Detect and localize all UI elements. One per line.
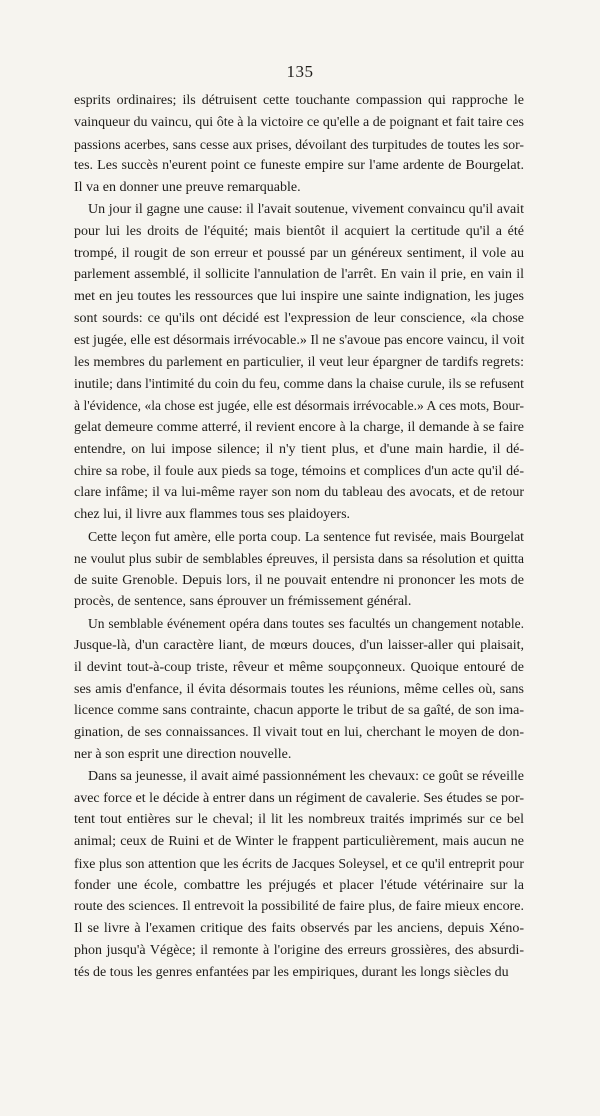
text-line: gelat demeure comme atterré, il revient encore à la charge, il demande à se faire	[74, 419, 524, 435]
text-line: parlement assemblé, il sollicite l'annulation de l'arrêt. En vain il prie, en vain il	[74, 267, 524, 283]
text-line: route des sciences. Il entrevoit la possibilité de faire plus, de faire mieux encore.	[74, 899, 524, 915]
text-line: à l'évidence, «la chose est jugée, elle est désormais irrévocable.» A ces mots, Bour-	[74, 398, 524, 414]
text-line: licence comme sans contrainte, chacun apporte le tribut de sa gaîté, de son ima-	[74, 703, 524, 719]
text-line: fonder une école, combattre les préjugés et placer l'étude vétérinaire sur la	[74, 877, 524, 893]
text-line: passions acerbes, sans cesse aux prises, dévoilant des turpitudes de toutes les sor-	[74, 136, 524, 152]
text-line: gination, de ses connaissances. Il vivait tout en lui, cherchant le moyen de don-	[74, 725, 524, 741]
text-line: chire sa robe, il foule aux pieds sa toge, témoins et complices d'un acte qu'il dé-	[74, 463, 524, 479]
body-text	[74, 90, 524, 984]
text-line: procès, de sentence, sans éprouver un frémissement général.	[74, 594, 412, 610]
text-line: trompé, il rougit de son erreur et poussé par un généreux sentiment, il vole au	[74, 245, 524, 261]
text-line: tent tout entières sur le cheval; il lit les nombreux traités imprimés sur ce bel	[74, 812, 524, 828]
text-line: vainqueur du vaincu, qui ôte à la victoire ce qu'elle a de poignant et fait taire ces	[74, 114, 524, 130]
text-line: Il va en donner une preuve remarquable.	[74, 180, 301, 196]
text-line: inutile; dans l'intimité du coin du feu, comme dans la chaise curule, ils se refusent	[74, 376, 524, 392]
text-line: est jugée, elle est désormais irrévocable.» Il ne s'avoue pas encore vaincu, il voit	[74, 332, 525, 348]
text-line: met en jeu toutes les ressources que lui inspire une sainte indignation, les juges	[74, 289, 524, 305]
text-line: sont sourds: ce qu'ils ont décidé est l'expression de leur conscience, «la chose	[74, 310, 524, 326]
text-line: pour lui les droits de l'équité; mais bientôt il acquiert la certitude qu'il a été	[74, 223, 524, 239]
text-line: tes. Les succès n'eurent point ce funeste empire sur l'ame ardente de Bourgelat.	[74, 158, 524, 174]
text-line: chez lui, il livre aux flammes tous ses plaidoyers.	[74, 507, 351, 523]
text-line: animal; ceux de Ruini et de Winter le frappent particulièrement, mais aucun ne	[74, 834, 524, 850]
page-number: 135	[286, 62, 314, 81]
text-line: ner à son esprit une direction nouvelle.	[74, 746, 292, 762]
paragraph	[74, 613, 524, 766]
text-line: entendre, on lui impose silence; il n'y tient plus, et d'une main hardie, il dé-	[74, 441, 524, 457]
text-line: avec force et le décide à entrer dans un régiment de cavalerie. Ses études se por-	[74, 790, 524, 806]
text-line: ses amis d'enfance, il évita désormais toutes les réunions, même celles où, sans	[74, 681, 524, 697]
text-line: il devint tout-à-coup triste, rêveur et même soupçonneux. Quoique entouré de	[74, 659, 524, 675]
text-line: Cette leçon fut amère, elle porta coup. La sentence fut revisée, mais Bourgelat	[88, 528, 524, 544]
text-line: ne voulut plus subir de semblables épreuves, il persista dans sa résolution et quitta	[74, 550, 524, 566]
paragraph	[74, 526, 524, 613]
text-line: tés de tous les genres enfantées par les empiriques, durant les longs siècles du	[74, 964, 509, 980]
text-line: fixe plus son attention que les écrits de Jacques Soleysel, et ce qu'il entreprit pour	[74, 855, 524, 871]
text-line: clare infâme; il va lui-même rayer son nom du tableau des avocats, et de retour	[74, 485, 524, 501]
text-line: esprits ordinaires; ils détruisent cette touchante compassion qui rapproche le	[74, 93, 524, 108]
text-line: Un jour il gagne une cause: il l'avait soutenue, vivement convaincu qu'il avait	[88, 201, 524, 217]
paragraph	[74, 90, 524, 199]
text-line: Jusque-là, d'un caractère liant, de mœurs douces, d'un laisser-aller qui plaisait,	[74, 637, 524, 653]
paragraph	[74, 199, 524, 526]
text-line: de suite Grenoble. Depuis lors, il ne pouvait entendre ni prononcer les mots de	[74, 572, 524, 588]
paragraph	[74, 766, 524, 984]
text-line: Un semblable événement opéra dans toutes ses facultés un changement notable.	[88, 616, 524, 632]
text-line: phon jusqu'à Végèce; il remonte à l'origine des erreurs grossières, des absurdi-	[74, 943, 524, 959]
text-line: Il se livre à l'examen critique des faits observés par les anciens, depuis Xéno-	[74, 921, 524, 937]
text-line: les membres du parlement en particulier, il veut leur épargner de tardifs regrets:	[74, 354, 524, 370]
text-line: Dans sa jeunesse, il avait aimé passionnément les chevaux: ce goût se réveille	[88, 768, 524, 784]
